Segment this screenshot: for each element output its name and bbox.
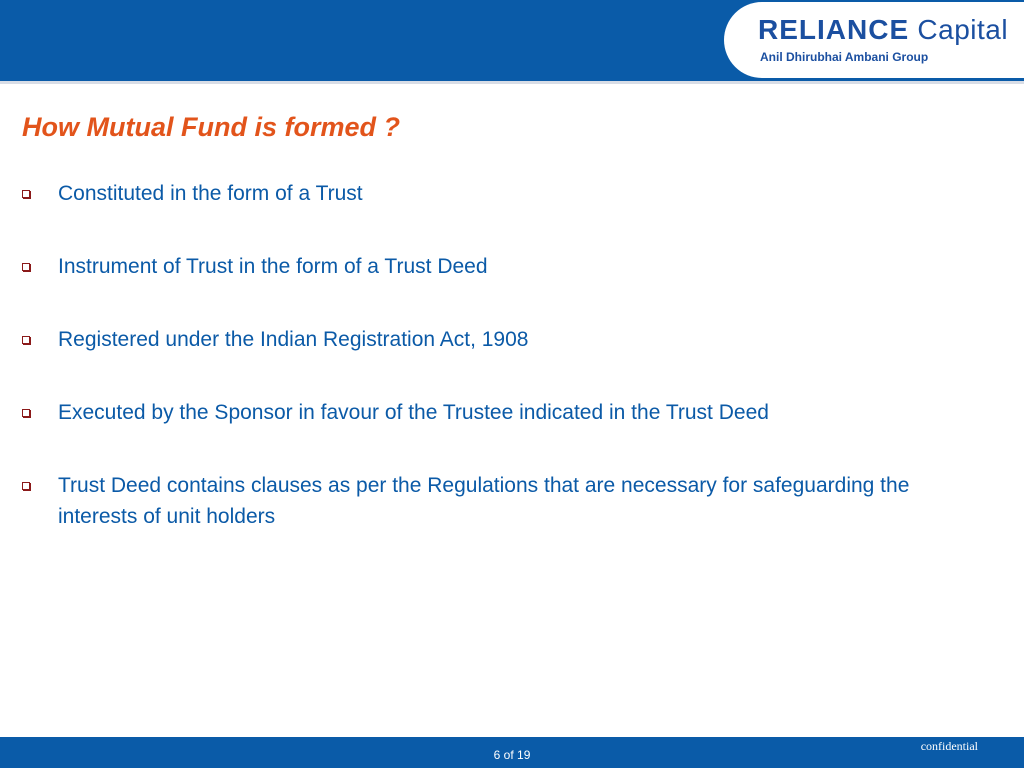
- bullet-text: Executed by the Sponsor in favour of the Trustee indicated in the Trust Deed: [58, 401, 769, 424]
- confidential-label: confidential: [920, 739, 978, 753]
- page-of-label: of: [503, 748, 514, 762]
- bullet-item: [22, 178, 962, 209]
- logo-suffix: Capital: [917, 14, 1009, 45]
- page-number: [0, 748, 1024, 762]
- header-bar: [0, 0, 1024, 84]
- page-total: 19: [517, 748, 531, 762]
- slide-title: How Mutual Fund is formed ?: [22, 112, 400, 142]
- bullet-text: Constituted in the form of a Trust: [58, 182, 363, 205]
- square-bullet-icon: [22, 409, 30, 417]
- bullet-text: Registered under the Indian Registration Act, 1908: [58, 328, 529, 351]
- reliance-capital-logo: [724, 2, 1024, 78]
- bullet-text: Instrument of Trust in the form of a Trust Deed: [58, 255, 488, 278]
- logo-wordmark: [758, 14, 1008, 46]
- page-current: 6: [493, 748, 501, 762]
- bullet-item: [22, 397, 962, 428]
- square-bullet-icon: [22, 263, 30, 271]
- bullet-item: [22, 470, 962, 532]
- square-bullet-icon: [22, 336, 30, 344]
- logo-subtitle: Anil Dhirubhai Ambani Group: [760, 50, 929, 64]
- square-bullet-icon: [22, 190, 30, 198]
- square-bullet-icon: [22, 482, 30, 490]
- logo-brand: RELIANCE: [758, 14, 910, 45]
- bullet-text: Trust Deed contains clauses as per the Regulations that are necessary for safeguarding the interests of unit holders: [58, 474, 910, 528]
- bullet-item: [22, 251, 962, 282]
- bullet-list: [22, 178, 962, 574]
- footer-bar: [0, 737, 1024, 768]
- bullet-item: [22, 324, 962, 355]
